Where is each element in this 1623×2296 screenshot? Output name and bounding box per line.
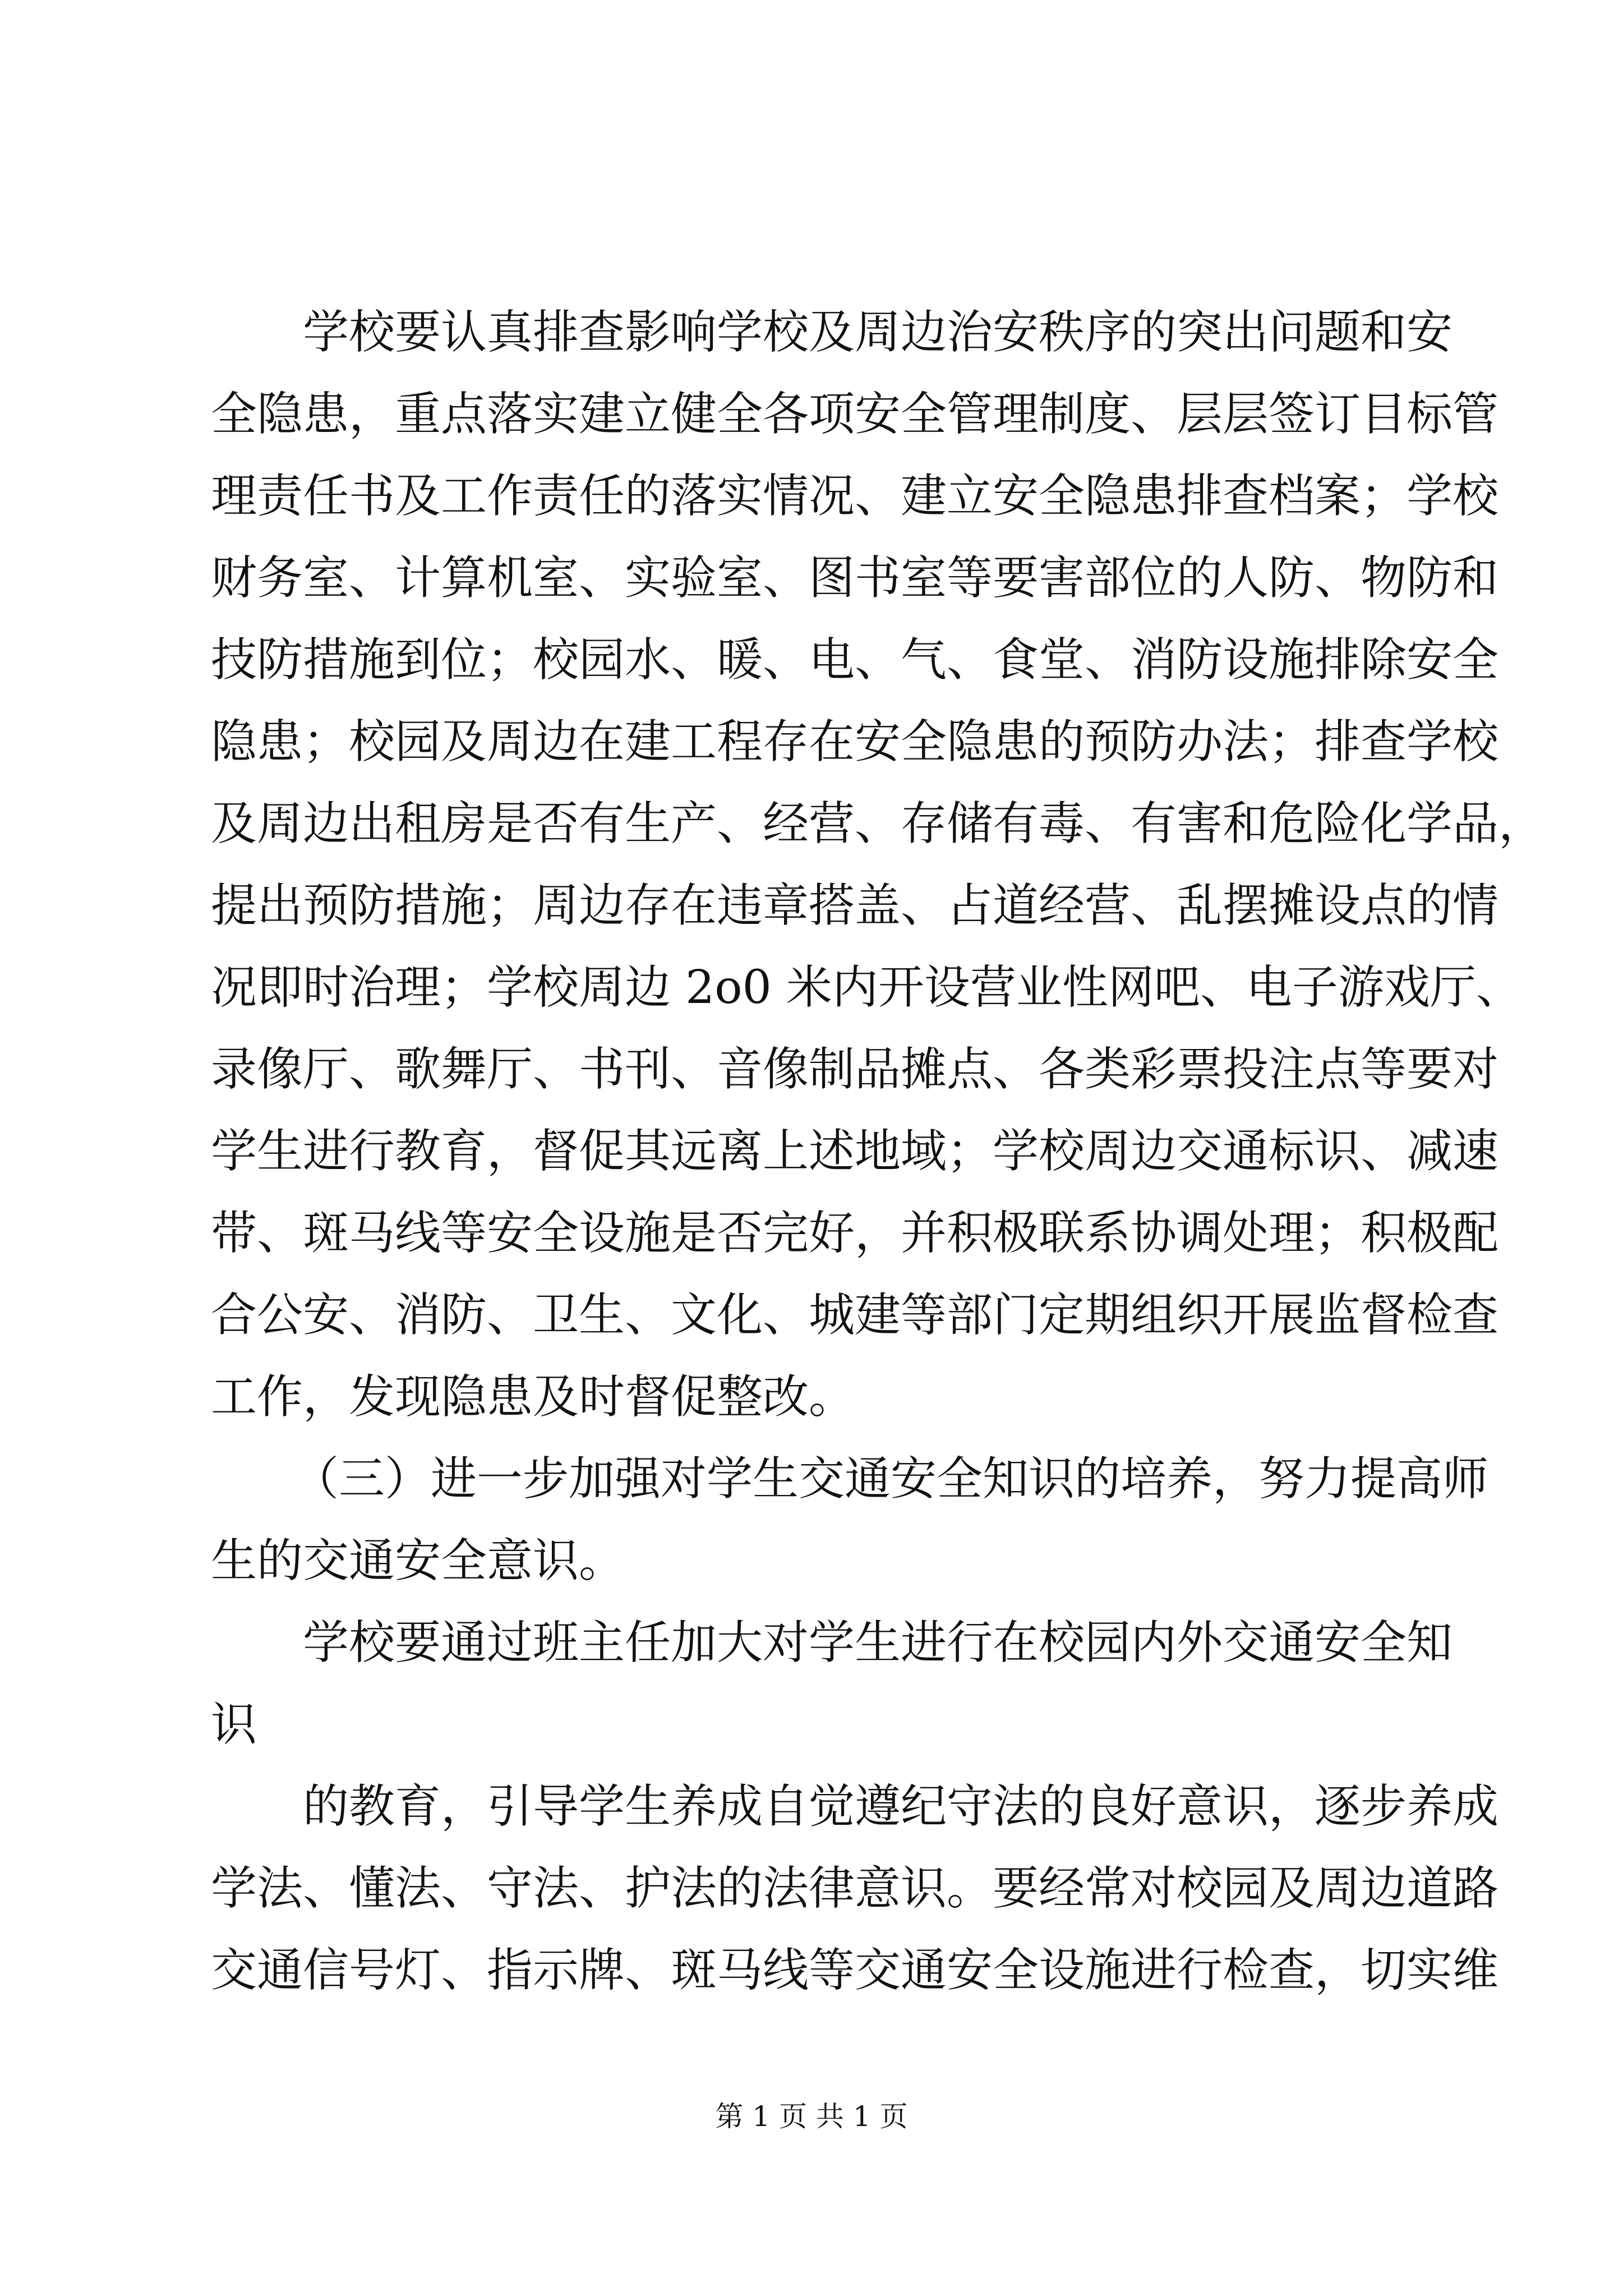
text-line: 全隐患，重点落实建立健全各项安全管理制度、层层签订目标管 bbox=[211, 388, 1499, 441]
text-line: 技防措施到位；校园水、暖、电、气、食堂、消防设施排除安全 bbox=[211, 633, 1499, 687]
text-line: 工作，发现隐患及时督促整改。 bbox=[211, 1370, 855, 1424]
text-line: 交通信号灯、指示牌、斑马线等交通安全设施进行检查，切实维 bbox=[211, 1944, 1499, 1997]
text-line: 学校要认真排查影响学校及周边治安秩序的突出问题和安 bbox=[303, 306, 1453, 359]
section-heading-line: 生的交通安全意识。 bbox=[211, 1534, 625, 1588]
document-body bbox=[211, 292, 1545, 2012]
text-line: 学校要通过班主任加大对学生进行在校园内外交通安全知 bbox=[303, 1616, 1453, 1669]
text-line: 况即时治理；学校周边 2o0 米内开设营业性网吧、电子游戏厅、 bbox=[211, 961, 1522, 1014]
section-heading-line: （三）进一步加强对学生交通安全知识的培养，努力提高师 bbox=[293, 1452, 1489, 1506]
text-line: 学法、懂法、守法、护法的法律意识。要经常对校园及周边道路 bbox=[211, 1862, 1499, 1915]
text-line: 学生进行教育，督促其远离上述地域；学校周边交通标识、减速 bbox=[211, 1125, 1499, 1178]
text-line: 理责任书及工作责任的落实情况、建立安全隐患排查档案；学校 bbox=[211, 470, 1499, 523]
text-line: 的教育，引导学生养成自觉遵纪守法的良好意识，逐步养成 bbox=[303, 1780, 1499, 1833]
text-line: 合公安、消防、卫生、文化、城建等部门定期组织开展监督检查 bbox=[211, 1289, 1499, 1342]
text-line: 隐患；校园及周边在建工程存在安全隐患的预防办法；排查学校 bbox=[211, 715, 1499, 769]
text-line: 识 bbox=[211, 1698, 257, 1751]
text-line: 录像厅、歌舞厅、书刊、音像制品摊点、各类彩票投注点等要对 bbox=[211, 1043, 1499, 1096]
text-line: 财务室、计算机室、实验室、图书室等要害部位的人防、物防和 bbox=[211, 551, 1499, 605]
text-line: 提出预防措施；周边存在违章搭盖、占道经营、乱摆摊设点的情 bbox=[211, 879, 1499, 932]
text-line: 带、斑马线等安全设施是否完好，并积极联系协调处理；积极配 bbox=[211, 1207, 1499, 1260]
text-line: 及周边出租房是否有生产、经营、存储有毒、有害和危险化学品， bbox=[211, 797, 1545, 850]
page-footer: 第 1 页 共 1 页 bbox=[715, 2100, 908, 2133]
